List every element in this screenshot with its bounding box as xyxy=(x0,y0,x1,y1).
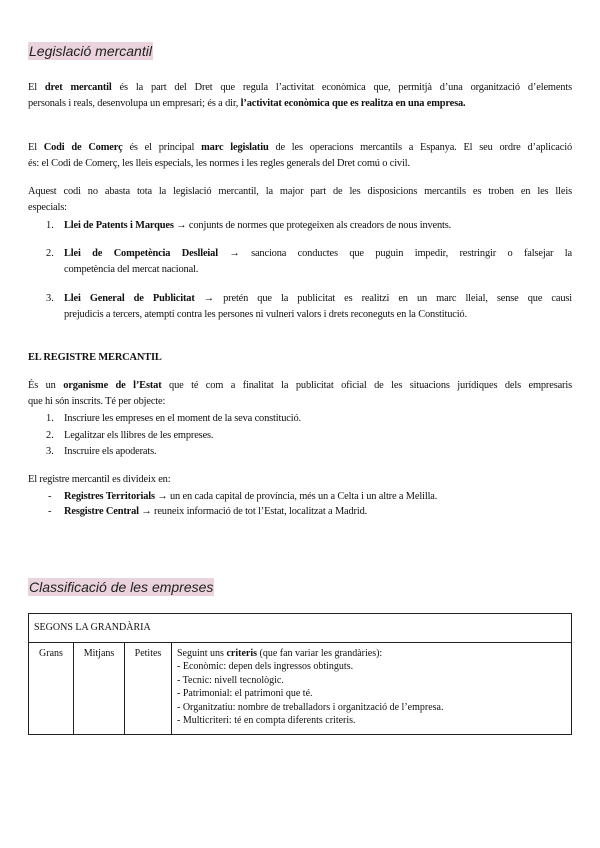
text-line xyxy=(28,395,572,409)
list-item xyxy=(64,412,572,426)
bold-text: Registres Territorials xyxy=(64,491,155,502)
size-classification-table xyxy=(28,613,572,735)
col-mitjans: Mitjans xyxy=(74,642,125,734)
bold-text: Llei de Competència Deslleial xyxy=(64,248,218,259)
bullet-marker: - xyxy=(48,491,52,502)
bold-text: Resgistre Central xyxy=(64,506,139,517)
text-line xyxy=(28,185,572,199)
text: → un en cada capital de província, més un a Celta i un altre a Melilla. xyxy=(154,491,438,502)
text: Inscruire els apoderats. xyxy=(64,446,157,457)
text: Aquest codi no abasta tota la legislació mercantil, la major part de les disposicions mercantils es troben en les lleis xyxy=(28,186,572,197)
text-line xyxy=(28,351,572,365)
text-line xyxy=(28,81,572,95)
text: (que fan variar les grandàries): xyxy=(257,647,383,659)
bold-text: dret mercantil xyxy=(44,82,112,93)
list-item xyxy=(64,429,572,443)
criteria-cell xyxy=(172,642,572,734)
criteria-intro xyxy=(177,647,566,661)
bold-text: organisme de l’Estat xyxy=(63,380,162,391)
list-item xyxy=(64,247,572,261)
criterion: - Organitzatiu: nombre de treballadors i organització de l’empresa. xyxy=(177,701,444,713)
text: que hi són inscrits. Té per objecte: xyxy=(28,396,166,407)
text-line xyxy=(28,141,572,155)
text: → reuneix informació de tot l’Estat, localitzat a Madrid. xyxy=(138,506,368,517)
text: Seguint uns xyxy=(177,647,227,659)
list-number: 1. xyxy=(46,413,54,424)
text: és el principal xyxy=(122,142,202,153)
col-grans: Grans xyxy=(29,642,74,734)
text: competència del mercat nacional. xyxy=(64,264,199,275)
bold-text: marc legislatiu xyxy=(201,142,269,153)
text-line xyxy=(28,157,572,171)
table-header: SEGONS LA GRANDÀRIA xyxy=(29,614,572,643)
text: El xyxy=(28,142,44,153)
list-number: 2. xyxy=(46,248,54,259)
criterion: - Patrimonial: el patrimoni que té. xyxy=(177,688,313,699)
list-item xyxy=(64,219,572,233)
criterion: - Tecnic: nivell tecnològic. xyxy=(177,674,284,686)
section-title-legislacio: Legislació mercantil xyxy=(29,43,152,59)
bold-text: EL REGISTRE MERCANTIL xyxy=(28,352,162,363)
text: És un xyxy=(28,380,64,391)
list-item xyxy=(64,505,572,519)
text: El registre mercantil es divideix en: xyxy=(28,474,171,485)
bold-text: Llei General de Publicitat xyxy=(64,293,195,304)
list-item xyxy=(64,490,572,504)
list-number: 2. xyxy=(46,430,54,441)
text: especials: xyxy=(28,202,67,213)
text: és: el Codi de Comerç, les lleis especials, les normes i les regles generals del Dret comú o civil. xyxy=(28,158,410,169)
text: Inscriure les empreses en el moment de la seva constitució. xyxy=(64,413,301,424)
text: prejudicis a tercers, atempti contra les persones ni vulneri valors i drets reconeguts en la Constitució. xyxy=(64,309,467,320)
text-line xyxy=(28,473,572,487)
text: → pretén que la publicitat es realitzi en un marc lleial, sense que causi xyxy=(194,293,573,304)
criterion: - Multicriteri: té en compta diferents criteris. xyxy=(177,715,356,726)
text: → conjunts de normes que protegeixen als creadors de nous invents. xyxy=(173,220,452,231)
text-line xyxy=(28,97,572,111)
text: de les operacions mercantils a Espanya. El seu ordre d’aplicació xyxy=(268,142,572,153)
bullet-marker: - xyxy=(48,506,52,517)
col-petites: Petites xyxy=(125,642,172,734)
text: El xyxy=(28,82,45,93)
criterion: - Econòmic: depen dels ingressos obtinguts. xyxy=(177,661,354,672)
text: personals i reals, desenvolupa un empresari; és a dir, xyxy=(28,98,241,109)
list-number: 3. xyxy=(46,293,54,304)
text-line xyxy=(28,379,572,393)
text: és la part del Dret que regula l’activitat econòmica que, permitjà d’una organització d’elements xyxy=(111,82,572,93)
text-line xyxy=(64,263,572,277)
list-number: 3. xyxy=(46,446,54,457)
section-title-classificacio: Classificació de les empreses xyxy=(29,579,214,595)
bold-text: Codi de Comerç xyxy=(43,142,123,153)
text-line xyxy=(28,201,572,215)
list-item xyxy=(64,445,572,459)
text: → sanciona conductes que puguin impedir, restringir o falsejar la xyxy=(217,248,572,259)
text: que té com a finalitat la publicitat oficial de les situacions jurídiques dels empresaris xyxy=(161,380,572,391)
text-line xyxy=(64,308,572,322)
bold-text: l’activitat econòmica que es realitza en una empresa. xyxy=(240,98,466,109)
bold-text: Llei de Patents i Marques xyxy=(64,220,174,231)
list-item xyxy=(64,292,572,306)
bold-text: criteris xyxy=(226,647,257,659)
text: Legalitzar els llibres de les empreses. xyxy=(64,430,214,441)
list-number: 1. xyxy=(46,220,54,231)
